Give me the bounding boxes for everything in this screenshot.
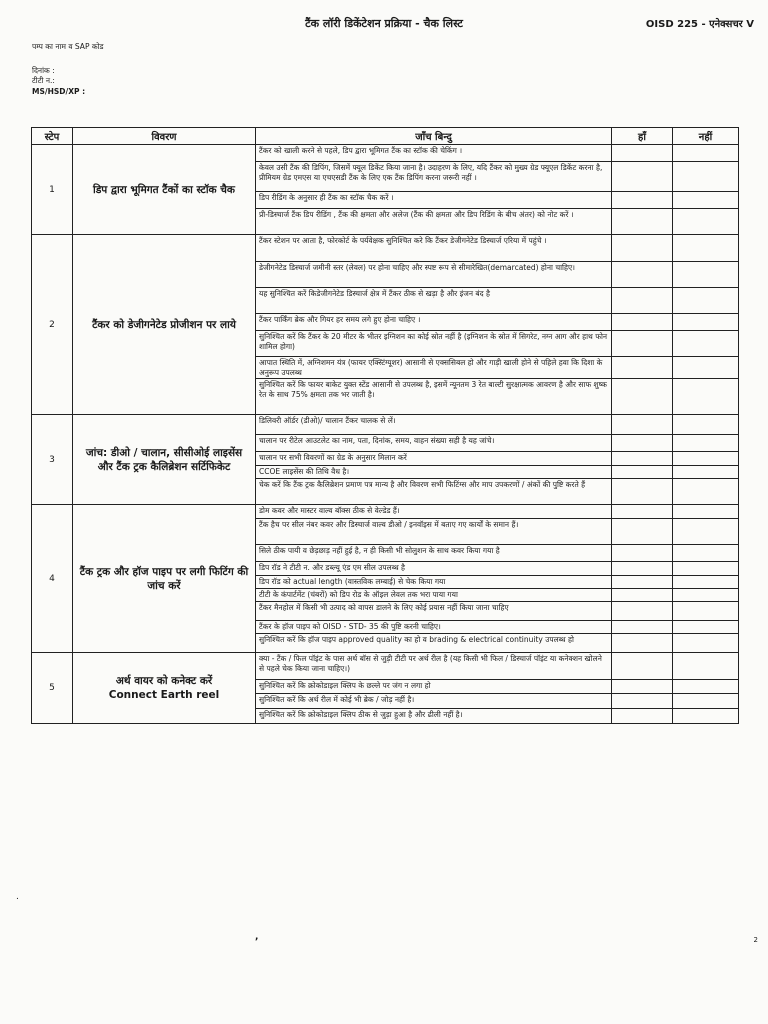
scan-mark: . — [16, 892, 19, 902]
no-checkbox-cell[interactable] — [673, 452, 739, 466]
checkpoint-text: डेजीगनेटेड डिस्चार्ज जमीनी स्तर (लेवल) पर होना चाहिए और स्पष्ट रूप से सीमारेखित(demarcated) होना चाहिए। — [256, 262, 612, 288]
checkpoint-text: टैंकर मैनहोल में किसी भी उत्पाद को वापस डालने के लिए कोई प्रयास नहीं किया जाना चाहिए — [256, 602, 612, 621]
yes-checkbox-cell[interactable] — [612, 634, 673, 653]
yes-checkbox-cell[interactable] — [612, 621, 673, 634]
step-number: 3 — [32, 415, 73, 505]
step-title: डिप द्वारा भूमिगत टैंकों का स्टॉक चैक — [92, 183, 236, 196]
step-column-header: स्टेप — [32, 128, 73, 145]
table-row — [32, 653, 739, 680]
table-row — [32, 235, 739, 262]
no-checkbox-cell[interactable] — [673, 357, 739, 379]
yes-checkbox-cell[interactable] — [612, 680, 673, 694]
no-checkbox-cell[interactable] — [673, 589, 739, 602]
no-checkbox-cell[interactable] — [673, 576, 739, 589]
no-checkbox-cell[interactable] — [673, 709, 739, 724]
checkpoint-text: सिले ठीक पायी व छेड़छाड़ नहीं हुई है, न ही किसी भी सोलुशन के साथ कवर किया गया है — [256, 545, 612, 562]
checkpoint-text: क्या - टैंक / फिल पॉइंट के पास अर्थ बॉस से जुड़ी टीटी पर अर्थ रील है (यह किसी भी फिल / डिस्चार्ज पॉइंट या कनेक्शन खोलने से पहले चेक किया जाना चाहिए।) — [256, 653, 612, 680]
step-description — [73, 235, 256, 415]
no-checkbox-cell[interactable] — [673, 545, 739, 562]
yes-checkbox-cell[interactable] — [612, 192, 673, 209]
no-checkbox-cell[interactable] — [673, 694, 739, 709]
yes-checkbox-cell[interactable] — [612, 694, 673, 709]
no-checkbox-cell[interactable] — [673, 505, 739, 519]
checkpoint-text: टैंक हैच पर सील नंबर कवर और डिस्चार्ज वाल्व डीओ / इनवॉइस में बताए गए कार्यों के समान हैं। — [256, 519, 612, 545]
no-checkbox-cell[interactable] — [673, 415, 739, 435]
step-description — [73, 505, 256, 653]
no-checkbox-cell[interactable] — [673, 235, 739, 262]
yes-checkbox-cell[interactable] — [612, 602, 673, 621]
no-checkbox-cell[interactable] — [673, 262, 739, 288]
no-column-header: नहीं — [673, 128, 739, 145]
no-checkbox-cell[interactable] — [673, 634, 739, 653]
tt-number-label: टीटी न.: — [32, 76, 55, 85]
checkpoint-text: डोम कवर और मास्टर वाल्व बॉक्स ठीक से वेल्डेड हैं। — [256, 505, 612, 519]
step-number: 2 — [32, 235, 73, 415]
step-number: 1 — [32, 145, 73, 235]
checklist-table — [31, 127, 739, 724]
yes-column-header: हाँ — [612, 128, 673, 145]
step-description — [73, 415, 256, 505]
checkpoint-text: केवल उसी टैंक की डिपिंग, जिसमें फ्यूल डिकेंट किया जाना है। उदाहरण के लिए, यदि टैंकर को मुख्य ग्रेड फ्यूएल डिकेंट करना है, प्रीमियम ग्रेड एमएस या एचएसडी टैंक के लिए एक टैंक डिपिंग करना जरूरी नहीं । — [256, 162, 612, 192]
step-title: अर्थ वायर को कनेक्ट करें — [115, 675, 213, 687]
yes-checkbox-cell[interactable] — [612, 545, 673, 562]
step-description — [73, 145, 256, 235]
checkpoint-text: टैंकर पार्किंग ब्रेक और गियर हर समय लगे हुए होना चाहिए । — [256, 314, 612, 331]
step-number: 4 — [32, 505, 73, 653]
checkpoint-text: CCOE लाइसेंस की तिथि वैध है। — [256, 466, 612, 479]
checkpoint-text: सुनिश्चित करें कि टैंकर के 20 मीटर के भीतर इग्निशन का कोई स्रोत नहीं है (इग्निशन के स्रोत में सिगरेट, नग्न आग और हाथ फोन शामिल होगा) — [256, 331, 612, 357]
checkpoint-text: यह सुनिश्चित करें किडेजीगनेटेड डिस्चार्ज क्षेत्र में टैंकर ठीक से खड़ा है और इंजन बंद है — [256, 288, 612, 314]
yes-checkbox-cell[interactable] — [612, 519, 673, 545]
yes-checkbox-cell[interactable] — [612, 653, 673, 680]
no-checkbox-cell[interactable] — [673, 379, 739, 415]
yes-checkbox-cell[interactable] — [612, 379, 673, 415]
annexure-label: OISD 225 - एनेक्सचर V — [645, 19, 754, 30]
checkpoint-text: टैंकर को खाली करने से पहले, डिप द्वारा भूमिगत टैंक का स्टॉक की चेकिंग । — [256, 145, 612, 162]
yes-checkbox-cell[interactable] — [612, 479, 673, 505]
yes-checkbox-cell[interactable] — [612, 145, 673, 162]
checkpoint-text: चालान पर सभी विवरणों का ग्रेड के अनुसार मिलान करें — [256, 452, 612, 466]
table-header-row — [32, 128, 739, 145]
step-title: टैंकर को डेजीगनेटेड प्रोजीशन पर लाये — [92, 318, 236, 331]
yes-checkbox-cell[interactable] — [612, 415, 673, 435]
description-column-header: विवरण — [73, 128, 256, 145]
no-checkbox-cell[interactable] — [673, 162, 739, 192]
no-checkbox-cell[interactable] — [673, 288, 739, 314]
no-checkbox-cell[interactable] — [673, 479, 739, 505]
scan-mark: , — [255, 932, 259, 942]
table-row — [32, 505, 739, 519]
yes-checkbox-cell[interactable] — [612, 209, 673, 235]
step-title: टैंक ट्रक और हॉज पाइप पर लगी फिटिंग की जांच करें — [79, 565, 249, 592]
step-title-english: Connect Earth reel — [108, 689, 220, 701]
step-title: जांच: डीओ / चालान, सीसीओई लाइसेंस और टैंक ट्रक कैलिब्रेशन सर्टिफिकेट — [85, 446, 243, 473]
yes-checkbox-cell[interactable] — [612, 314, 673, 331]
no-checkbox-cell[interactable] — [673, 209, 739, 235]
yes-checkbox-cell[interactable] — [612, 576, 673, 589]
no-checkbox-cell[interactable] — [673, 519, 739, 545]
yes-checkbox-cell[interactable] — [612, 452, 673, 466]
yes-checkbox-cell[interactable] — [612, 357, 673, 379]
yes-checkbox-cell[interactable] — [612, 589, 673, 602]
checkpoint-text: टैंकर के हॉज पाइप को OISD - STD- 35 की पुष्टि करनी चाहिए। — [256, 621, 612, 634]
checkpoint-text: डिप रॉड ने टीटी न. और डब्ल्यू एंड एम सील उपलब्ध है — [256, 562, 612, 576]
checkpoint-text: टीटी के कंपार्टमेंट (चंबरों) को डिप रोड के ऑइल लेवल तक भरा पाया गया — [256, 589, 612, 602]
yes-checkbox-cell[interactable] — [612, 435, 673, 452]
checkpoint-text: आपात स्थिति में, अग्निशमन यंत्र (फायर एक्स्टिंग्यूशर) आसानी से एक्ससिबल हो और गाड़ी खाली होने से पहिले हवा कि दिशा के अनुरूप उपलब्ध — [256, 357, 612, 379]
yes-checkbox-cell[interactable] — [612, 262, 673, 288]
no-checkbox-cell[interactable] — [673, 331, 739, 357]
no-checkbox-cell[interactable] — [673, 192, 739, 209]
date-label: दिनांक : — [32, 66, 55, 75]
checkpoint-text: डिप रीडिंग के अनुसार ही टैंक का स्टॉक चैक करें । — [256, 192, 612, 209]
no-checkbox-cell[interactable] — [673, 435, 739, 452]
yes-checkbox-cell[interactable] — [612, 235, 673, 262]
checkpoint-text: सुनिश्चित करें कि हॉज पाइप approved quality का हो व brading & electrical continuity उपलब्ध हो — [256, 634, 612, 653]
no-checkbox-cell[interactable] — [673, 562, 739, 576]
checkpoint-text: चेक करें कि टैंक ट्रक कैलिब्रेशन प्रमाण पत्र मान्य है और विवरण सभी फिटिंग्स और माप उपकरणों / अंकों की पुष्टि करते हैं — [256, 479, 612, 505]
no-checkbox-cell[interactable] — [673, 466, 739, 479]
no-checkbox-cell[interactable] — [673, 621, 739, 634]
checkpoint-text: डिलिवरी ऑर्डर (डीओ)/ चालान टैंकर चालक से लें। — [256, 415, 612, 435]
checkpoint-text: चालान पर रीटेल आउटलेट का नाम, पता, दिनांक, समय, वाहन संख्या सही है यह जांचे। — [256, 435, 612, 452]
page-title: टैंक लॉरी डिकेंटेशन प्रक्रिया - चैक लिस्ट — [305, 17, 463, 30]
yes-checkbox-cell[interactable] — [612, 562, 673, 576]
table-row — [32, 415, 739, 435]
checkpoint-text: सुनिश्चित करें कि फायर बाकेट युक्त स्टेंड आसानी से उपलब्ध है, इसमें न्यूनतम 3 रेत बाल्टी सुरक्षात्मक आवरण है और साफ शुष्क रेत के साथ 75% क्षमता तक भर जाती है। — [256, 379, 612, 415]
step-description — [73, 653, 256, 724]
no-checkbox-cell[interactable] — [673, 653, 739, 680]
checkpoint-text: सुनिश्चित करें कि क्रोकोडाइल क्लिप ठीक से जुड़ा हुआ है और ढीली नहीं है। — [256, 709, 612, 724]
step-number: 5 — [32, 653, 73, 724]
no-checkbox-cell[interactable] — [673, 145, 739, 162]
product-label: MS/HSD/XP : — [32, 87, 86, 96]
yes-checkbox-cell[interactable] — [612, 288, 673, 314]
table-row — [32, 145, 739, 162]
yes-checkbox-cell[interactable] — [612, 331, 673, 357]
yes-checkbox-cell[interactable] — [612, 466, 673, 479]
checkpoint-text: सुनिश्चित करें कि अर्थ रील में कोई भी ब्रेक / जोड़ नहीं है। — [256, 694, 612, 709]
pump-name-label: पम्प का नाम व SAP कोड — [32, 42, 104, 51]
no-checkbox-cell[interactable] — [673, 680, 739, 694]
page-number: 2 — [753, 936, 758, 944]
checkpoint-text: सुनिश्चित करें कि क्रोकोडाइल क्लिप के छल्ले पर जंग न लगा हो — [256, 680, 612, 694]
no-checkbox-cell[interactable] — [673, 314, 739, 331]
checkpoint-text: डिप रॉड को actual length (वास्तविक लम्बाई) से चेक किया गया — [256, 576, 612, 589]
yes-checkbox-cell[interactable] — [612, 709, 673, 724]
no-checkbox-cell[interactable] — [673, 602, 739, 621]
yes-checkbox-cell[interactable] — [612, 162, 673, 192]
checkpoint-text: टैंकर स्टेशन पर आता है, फोरकोर्ट के पर्यवेक्षक सुनिश्चित करे कि टैंकर डेजीगनेटेड डिस्चार्ज एरिया में पहुंचे । — [256, 235, 612, 262]
checkpoint-text: प्री-डिस्चार्ज टैंक डिप रीडिंग , टैंक की क्षमता और अलेज (टैंक की क्षमता और डिप रिडिंग के बीच अंतर) को नोट करें । — [256, 209, 612, 235]
checkpoint-column-header: जाँच बिन्दु — [256, 128, 612, 145]
yes-checkbox-cell[interactable] — [612, 505, 673, 519]
